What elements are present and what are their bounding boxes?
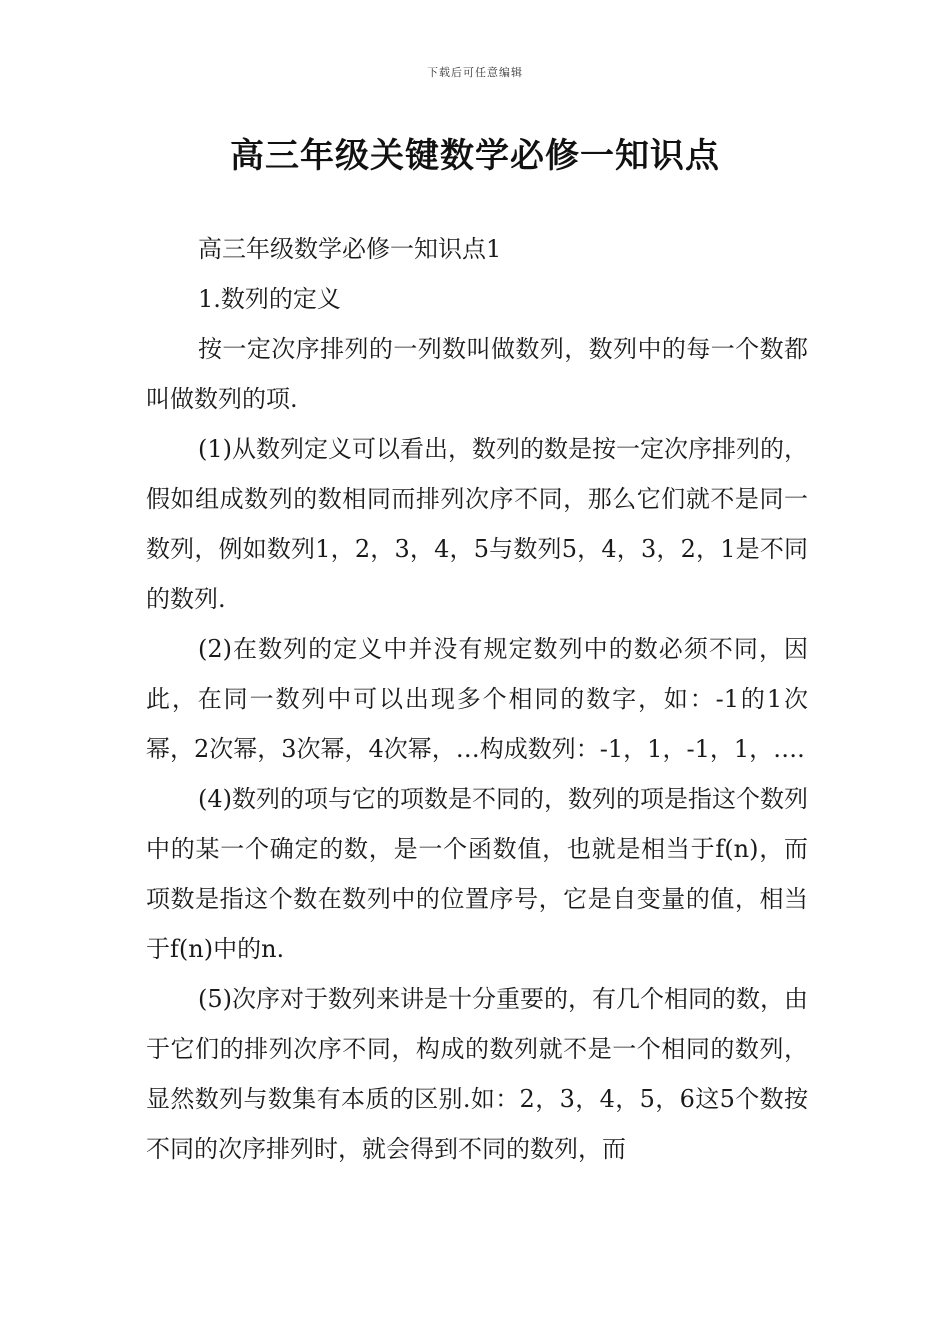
paragraph: (5)次序对于数列来讲是十分重要的，有几个相同的数，由于它们的排列次序不同，构成的数列就不是一个相同的数列，显然数列与数集有本质的区别.如：2，3，4，5，6这5个数按不同的次序排列时，就会得到不同的数列，而 (146, 985, 808, 1163)
paragraph: 按一定次序排列的一列数叫做数列，数列中的每一个数都叫做数列的项. (146, 335, 808, 413)
subsection-heading: 1.数列的定义 (198, 285, 341, 313)
paragraph: (2)在数列的定义中并没有规定数列中的数必须不同，因此，在同一数列中可以出现多个相同的数字，如：-1的1次幂，2次幂，3次幂，4次幂，…构成数列：-1，1，-1，1，…. (146, 635, 808, 763)
paragraph: (4)数列的项与它的项数是不同的，数列的项是指这个数列中的某一个确定的数，是一个函数值，也就是相当于f(n)，而项数是指这个数在数列中的位置序号，它是自变量的值，相当于f(n)中的n. (146, 785, 808, 963)
header-note: 下载后可任意编辑 (427, 66, 523, 79)
document-body (146, 224, 808, 1174)
section-heading: 高三年级数学必修一知识点1 (198, 235, 502, 263)
document-title: 高三年级关键数学必修一知识点 (230, 136, 720, 176)
paragraph: (1)从数列定义可以看出，数列的数是按一定次序排列的，假如组成数列的数相同而排列次序不同，那么它们就不是同一数列，例如数列1，2，3，4，5与数列5，4，3，2，1是不同的数列. (146, 435, 808, 613)
